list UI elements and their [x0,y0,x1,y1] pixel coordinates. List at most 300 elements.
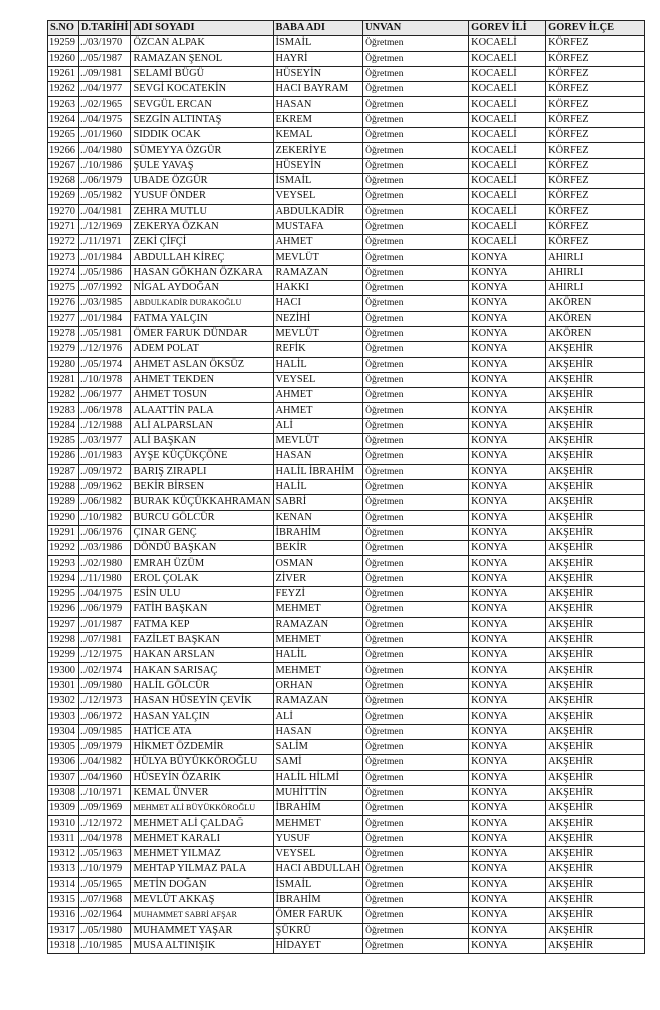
sno-cell: 19285 [48,434,79,449]
district-cell: KÖRFEZ [546,112,645,127]
district-cell: AKŞEHİR [546,923,645,938]
title-cell: Öğretmen [363,403,469,418]
title-cell: Öğretmen [363,464,469,479]
sno-cell: 19296 [48,602,79,617]
full-name-cell: UBADE ÖZGÜR [131,173,273,188]
table-row [48,816,645,831]
title-cell: Öğretmen [363,541,469,556]
sno-cell: 19300 [48,663,79,678]
sno-cell: 19279 [48,342,79,357]
district-cell: KÖRFEZ [546,204,645,219]
title-cell: Öğretmen [363,739,469,754]
sno-cell: 19306 [48,755,79,770]
title-cell: Öğretmen [363,326,469,341]
title-cell: Öğretmen [363,281,469,296]
table-row [48,495,645,510]
title-cell: Öğretmen [363,97,469,112]
father-name-cell: MEHMET [273,816,363,831]
full-name-cell: MEHMET ALİ BÜYÜKKÖROĞLU [131,801,273,816]
table-row [48,311,645,326]
sno-cell: 19269 [48,189,79,204]
province-cell: KONYA [469,739,546,754]
title-cell: Öğretmen [363,388,469,403]
title-cell: Öğretmen [363,495,469,510]
birth-date-cell: ../07/1992 [79,281,131,296]
province-cell: KONYA [469,785,546,800]
district-cell: AKŞEHİR [546,586,645,601]
sno-cell: 19317 [48,923,79,938]
father-name-cell: MUSTAFA [273,219,363,234]
full-name-cell: HATİCE ATA [131,724,273,739]
table-row [48,265,645,280]
province-cell: KONYA [469,479,546,494]
sno-cell: 19288 [48,479,79,494]
birth-date-cell: ../09/1962 [79,479,131,494]
sno-cell: 19282 [48,388,79,403]
district-cell: KÖRFEZ [546,36,645,51]
full-name-cell: SEVGÜL ERCAN [131,97,273,112]
district-cell: AKŞEHİR [546,342,645,357]
sno-cell: 19290 [48,510,79,525]
title-cell: Öğretmen [363,372,469,387]
sno-cell: 19313 [48,862,79,877]
province-cell: KONYA [469,617,546,632]
title-cell: Öğretmen [363,418,469,433]
district-cell: AKŞEHİR [546,709,645,724]
header-birth-date: D.TARİHİ [79,21,131,36]
full-name-cell: RAMAZAN ŞENOL [131,51,273,66]
birth-date-cell: ../12/1988 [79,418,131,433]
district-cell: AKŞEHİR [546,418,645,433]
province-cell: KONYA [469,434,546,449]
province-cell: KOCAELİ [469,219,546,234]
sno-cell: 19314 [48,877,79,892]
father-name-cell: İSMAİL [273,36,363,51]
province-cell: KONYA [469,770,546,785]
district-cell: AKŞEHİR [546,479,645,494]
table-row [48,862,645,877]
district-cell: AKŞEHİR [546,495,645,510]
full-name-cell: SÜMEYYA ÖZGÜR [131,143,273,158]
birth-date-cell: ../10/1979 [79,862,131,877]
sno-cell: 19311 [48,831,79,846]
birth-date-cell: ../02/1974 [79,663,131,678]
birth-date-cell: ../09/1972 [79,464,131,479]
birth-date-cell: ../11/1971 [79,235,131,250]
father-name-cell: İBRAHİM [273,801,363,816]
birth-date-cell: ../05/1982 [79,189,131,204]
sno-cell: 19284 [48,418,79,433]
father-name-cell: MUHİTTİN [273,785,363,800]
district-cell: KÖRFEZ [546,235,645,250]
district-cell: KÖRFEZ [546,97,645,112]
table-row [48,204,645,219]
father-name-cell: EKREM [273,112,363,127]
title-cell: Öğretmen [363,219,469,234]
sno-cell: 19278 [48,326,79,341]
title-cell: Öğretmen [363,510,469,525]
province-cell: KOCAELİ [469,128,546,143]
sno-cell: 19287 [48,464,79,479]
full-name-cell: BEKİR BİRSEN [131,479,273,494]
full-name-cell: AYŞE KÜÇÜKÇÖNE [131,449,273,464]
title-cell: Öğretmen [363,556,469,571]
sno-cell: 19316 [48,908,79,923]
province-cell: KONYA [469,311,546,326]
province-cell: KOCAELİ [469,143,546,158]
table-row [48,785,645,800]
father-name-cell: HÜSEYİN [273,158,363,173]
table-row [48,877,645,892]
sno-cell: 19298 [48,632,79,647]
full-name-cell: ADEM POLAT [131,342,273,357]
district-cell: AKŞEHİR [546,434,645,449]
full-name-cell: ESİN ULU [131,586,273,601]
father-name-cell: ALİ [273,418,363,433]
father-name-cell: HASAN [273,724,363,739]
father-name-cell: OSMAN [273,556,363,571]
title-cell: Öğretmen [363,250,469,265]
header-district: GOREV İLÇE [546,21,645,36]
province-cell: KONYA [469,326,546,341]
title-cell: Öğretmen [363,892,469,907]
province-cell: KONYA [469,541,546,556]
table-row [48,51,645,66]
district-cell: KÖRFEZ [546,143,645,158]
full-name-cell: ALİ ALPARSLAN [131,418,273,433]
sno-cell: 19259 [48,36,79,51]
father-name-cell: VEYSEL [273,372,363,387]
full-name-cell: HÜLYA BÜYÜKKÖROĞLU [131,755,273,770]
district-cell: AKŞEHİR [546,678,645,693]
title-cell: Öğretmen [363,938,469,953]
table-row [48,739,645,754]
father-name-cell: HALİL HİLMİ [273,770,363,785]
province-cell: KONYA [469,556,546,571]
full-name-cell: MUSA ALTINIŞIK [131,938,273,953]
birth-date-cell: ../06/1972 [79,709,131,724]
father-name-cell: ORHAN [273,678,363,693]
province-cell: KONYA [469,464,546,479]
birth-date-cell: ../04/1960 [79,770,131,785]
birth-date-cell: ../12/1972 [79,816,131,831]
province-cell: KOCAELİ [469,235,546,250]
table-row [48,923,645,938]
birth-date-cell: ../04/1980 [79,143,131,158]
father-name-cell: ALİ [273,709,363,724]
birth-date-cell: ../09/1979 [79,739,131,754]
district-cell: AKŞEHİR [546,770,645,785]
table-row [48,831,645,846]
table-row [48,586,645,601]
birth-date-cell: ../02/1964 [79,908,131,923]
province-cell: KONYA [469,847,546,862]
table-row [48,342,645,357]
district-cell: AKŞEHİR [546,571,645,586]
title-cell: Öğretmen [363,51,469,66]
sno-cell: 19309 [48,801,79,816]
table-row [48,479,645,494]
table-row [48,434,645,449]
province-cell: KONYA [469,525,546,540]
table-row [48,235,645,250]
table-row [48,388,645,403]
father-name-cell: FEYZİ [273,586,363,601]
title-cell: Öğretmen [363,128,469,143]
sno-cell: 19280 [48,357,79,372]
province-cell: KONYA [469,403,546,418]
province-cell: KOCAELİ [469,112,546,127]
full-name-cell: AHMET ASLAN ÖKSÜZ [131,357,273,372]
title-cell: Öğretmen [363,648,469,663]
sno-cell: 19294 [48,571,79,586]
sno-cell: 19297 [48,617,79,632]
full-name-cell: HASAN HÜSEYİN ÇEVİK [131,694,273,709]
birth-date-cell: ../01/1983 [79,449,131,464]
sno-cell: 19271 [48,219,79,234]
title-cell: Öğretmen [363,586,469,601]
sno-cell: 19265 [48,128,79,143]
full-name-cell: BURAK KÜÇÜKKAHRAMAN [131,495,273,510]
father-name-cell: HACI BAYRAM [273,82,363,97]
birth-date-cell: ../03/1986 [79,541,131,556]
birth-date-cell: ../06/1979 [79,173,131,188]
title-cell: Öğretmen [363,770,469,785]
table-row [48,541,645,556]
full-name-cell: EROL ÇOLAK [131,571,273,586]
father-name-cell: HAKKI [273,281,363,296]
district-cell: AKŞEHİR [546,632,645,647]
province-cell: KONYA [469,923,546,938]
father-name-cell: HACI [273,296,363,311]
father-name-cell: RAMAZAN [273,265,363,280]
title-cell: Öğretmen [363,82,469,97]
birth-date-cell: ../12/1975 [79,648,131,663]
district-cell: AKŞEHİR [546,694,645,709]
table-row [48,602,645,617]
province-cell: KONYA [469,281,546,296]
father-name-cell: HASAN [273,449,363,464]
full-name-cell: AHMET TOSUN [131,388,273,403]
full-name-cell: ŞULE YAVAŞ [131,158,273,173]
full-name-cell: HİKMET ÖZDEMİR [131,739,273,754]
title-cell: Öğretmen [363,357,469,372]
father-name-cell: MEVLÜT [273,434,363,449]
birth-date-cell: ../05/1986 [79,265,131,280]
title-cell: Öğretmen [363,694,469,709]
district-cell: AHIRLI [546,265,645,280]
full-name-cell: HAKAN ARSLAN [131,648,273,663]
table-row [48,66,645,81]
province-cell: KONYA [469,602,546,617]
sno-cell: 19277 [48,311,79,326]
title-cell: Öğretmen [363,755,469,770]
table-row [48,418,645,433]
table-row [48,250,645,265]
title-cell: Öğretmen [363,173,469,188]
table-row [48,143,645,158]
sno-cell: 19318 [48,938,79,953]
birth-date-cell: ../06/1976 [79,525,131,540]
father-name-cell: VEYSEL [273,847,363,862]
full-name-cell: FATİH BAŞKAN [131,602,273,617]
title-cell: Öğretmen [363,235,469,250]
province-cell: KOCAELİ [469,66,546,81]
birth-date-cell: ../06/1978 [79,403,131,418]
father-name-cell: ÖMER FARUK [273,908,363,923]
title-cell: Öğretmen [363,785,469,800]
district-cell: AHIRLI [546,281,645,296]
district-cell: AKŞEHİR [546,541,645,556]
birth-date-cell: ../01/1987 [79,617,131,632]
table-row [48,158,645,173]
title-cell: Öğretmen [363,112,469,127]
title-cell: Öğretmen [363,908,469,923]
district-cell: AKŞEHİR [546,938,645,953]
district-cell: AKŞEHİR [546,525,645,540]
district-cell: AKŞEHİR [546,556,645,571]
sno-cell: 19295 [48,586,79,601]
district-cell: AKÖREN [546,326,645,341]
title-cell: Öğretmen [363,862,469,877]
father-name-cell: İBRAHİM [273,525,363,540]
title-cell: Öğretmen [363,847,469,862]
title-cell: Öğretmen [363,877,469,892]
province-cell: KOCAELİ [469,158,546,173]
sno-cell: 19264 [48,112,79,127]
district-cell: AKŞEHİR [546,449,645,464]
birth-date-cell: ../01/1984 [79,250,131,265]
district-cell: AKŞEHİR [546,372,645,387]
sno-cell: 19293 [48,556,79,571]
sno-cell: 19276 [48,296,79,311]
province-cell: KONYA [469,938,546,953]
title-cell: Öğretmen [363,801,469,816]
father-name-cell: KENAN [273,510,363,525]
father-name-cell: İSMAİL [273,173,363,188]
table-row [48,189,645,204]
province-cell: KONYA [469,586,546,601]
district-cell: AKŞEHİR [546,755,645,770]
sno-cell: 19275 [48,281,79,296]
full-name-cell: HÜSEYİN ÖZARIK [131,770,273,785]
birth-date-cell: ../06/1979 [79,602,131,617]
district-cell: AKŞEHİR [546,403,645,418]
full-name-cell: NİGAL AYDOĞAN [131,281,273,296]
father-name-cell: MEHMET [273,602,363,617]
province-cell: KONYA [469,388,546,403]
district-cell: AHIRLI [546,250,645,265]
table-row [48,357,645,372]
province-cell: KONYA [469,449,546,464]
father-name-cell: İBRAHİM [273,892,363,907]
province-cell: KOCAELİ [469,82,546,97]
birth-date-cell: ../06/1982 [79,495,131,510]
province-cell: KOCAELİ [469,189,546,204]
father-name-cell: MEHMET [273,663,363,678]
title-cell: Öğretmen [363,189,469,204]
district-cell: KÖRFEZ [546,66,645,81]
full-name-cell: ZEKİ ÇİFÇİ [131,235,273,250]
birth-date-cell: ../12/1973 [79,694,131,709]
full-name-cell: ALİ BAŞKAN [131,434,273,449]
province-cell: KONYA [469,709,546,724]
province-cell: KONYA [469,678,546,693]
table-row [48,847,645,862]
birth-date-cell: ../04/1978 [79,831,131,846]
sno-cell: 19303 [48,709,79,724]
province-cell: KONYA [469,724,546,739]
title-cell: Öğretmen [363,158,469,173]
title-cell: Öğretmen [363,831,469,846]
district-cell: AKŞEHİR [546,847,645,862]
province-cell: KONYA [469,495,546,510]
district-cell: AKŞEHİR [546,739,645,754]
father-name-cell: HACI ABDULLAH [273,862,363,877]
title-cell: Öğretmen [363,724,469,739]
full-name-cell: ÖMER FARUK DÜNDAR [131,326,273,341]
district-cell: AKŞEHİR [546,877,645,892]
birth-date-cell: ../01/1984 [79,311,131,326]
title-cell: Öğretmen [363,296,469,311]
table-row [48,632,645,647]
district-cell: AKŞEHİR [546,510,645,525]
table-row [48,525,645,540]
sno-cell: 19286 [48,449,79,464]
full-name-cell: ABDULKADİR DURAKOĞLU [131,296,273,311]
full-name-cell: DÖNDÜ BAŞKAN [131,541,273,556]
district-cell: AKŞEHİR [546,648,645,663]
father-name-cell: ZİVER [273,571,363,586]
full-name-cell: HASAN YALÇIN [131,709,273,724]
full-name-cell: KEMAL ÜNVER [131,785,273,800]
birth-date-cell: ../04/1975 [79,112,131,127]
birth-date-cell: ../09/1985 [79,724,131,739]
province-cell: KONYA [469,877,546,892]
sno-cell: 19267 [48,158,79,173]
district-cell: AKŞEHİR [546,831,645,846]
full-name-cell: BURCU GÖLCÜR [131,510,273,525]
father-name-cell: HÜSEYİN [273,66,363,81]
father-name-cell: YUSUF [273,831,363,846]
district-cell: AKŞEHİR [546,617,645,632]
sno-cell: 19260 [48,51,79,66]
title-cell: Öğretmen [363,204,469,219]
district-cell: AKŞEHİR [546,388,645,403]
title-cell: Öğretmen [363,525,469,540]
sno-cell: 19305 [48,739,79,754]
birth-date-cell: ../07/1981 [79,632,131,647]
table-row [48,938,645,953]
sno-cell: 19266 [48,143,79,158]
title-cell: Öğretmen [363,663,469,678]
birth-date-cell: ../01/1960 [79,128,131,143]
father-name-cell: AHMET [273,403,363,418]
father-name-cell: MEVLÜT [273,250,363,265]
header-father-name: BABA ADI [273,21,363,36]
birth-date-cell: ../05/1987 [79,51,131,66]
sno-cell: 19308 [48,785,79,800]
province-cell: KOCAELİ [469,204,546,219]
province-cell: KOCAELİ [469,51,546,66]
sno-cell: 19283 [48,403,79,418]
birth-date-cell: ../12/1969 [79,219,131,234]
birth-date-cell: ../03/1977 [79,434,131,449]
full-name-cell: ABDULLAH KİREÇ [131,250,273,265]
header-province: GOREV İLİ [469,21,546,36]
father-name-cell: MEVLÜT [273,326,363,341]
table-row [48,219,645,234]
